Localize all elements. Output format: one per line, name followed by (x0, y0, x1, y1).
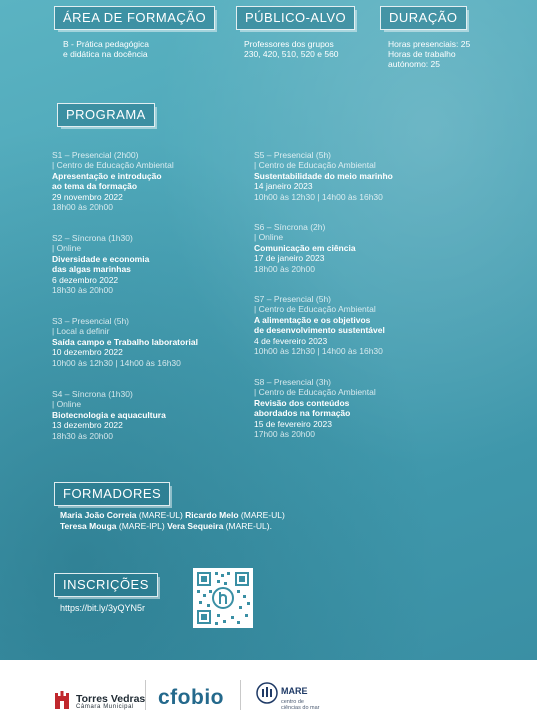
publico-alvo-header: PÚBLICO-ALVO (236, 6, 355, 30)
duracao-header: DURAÇÃO (380, 6, 467, 30)
trainer-institution: (MARE-IPL) (116, 521, 168, 531)
session-s7: S7 – Presencial (5h) | Centro de Educação Ambiental A alimentação e os objetivos de desenvolvimento sustentável 4 de fevereiro 2023 10h00 às 12h30 | 14h00 às 16h30 (254, 294, 385, 357)
publico-alvo-text: Professores dos grupos 230, 420, 510, 520 e 560 (244, 39, 339, 59)
programa-header: PROGRAMA (57, 103, 155, 127)
trainer-name: Vera Sequeira (167, 521, 224, 531)
session-s8: S8 – Presencial (3h) | Centro de Educação Ambiental Revisão dos conteúdos abordados na formação 15 de fevereiro 2023 17h00 às 20h00 (254, 377, 376, 440)
footer-divider (240, 680, 241, 710)
session-s4: S4 – Síncrona (1h30) | Online Biotecnologia e aquacultura 13 dezembro 2022 18h30 às 20h00 (52, 389, 166, 441)
mare-logo-name: MARE (281, 686, 308, 696)
session-s6: S6 – Síncrona (2h) | Online Comunicação em ciência 17 de janeiro 2023 18h00 às 20h00 (254, 222, 356, 274)
cfobio-logo: cfobio (158, 686, 224, 709)
mare-logo-icon (256, 682, 278, 704)
area-formacao-text: B - Prática pedagógica e didática na docência (63, 39, 149, 59)
trainers-list (60, 510, 285, 532)
footer-divider (145, 680, 146, 710)
trainer-name: Maria João Correia (60, 510, 137, 520)
torres-vedras-logo-subtitle: Câmara Municipal (76, 704, 134, 710)
trainer-name: Teresa Mouga (60, 521, 117, 531)
formadores-header: FORMADORES (54, 482, 170, 506)
session-s5: S5 – Presencial (5h) | Centro de Educação Ambiental Sustentabilidade do meio marinho 14 janeiro 2023 10h00 às 12h30 | 14h00 às 16h30 (254, 150, 393, 202)
qr-code[interactable] (193, 568, 253, 628)
mare-logo-subtitle: centro de ciências do mar (281, 699, 320, 711)
area-formacao-header: ÁREA DE FORMAÇÃO (54, 6, 215, 30)
qr-code-image (193, 568, 253, 628)
torres-vedras-crest-icon (53, 690, 71, 710)
session-s1: S1 – Presencial (2h00) | Centro de Educação Ambiental Apresentação e introdução ao tema da formação 29 novembro 2022 18h00 às 20h00 (52, 150, 174, 213)
inscricoes-header: INSCRIÇÕES (54, 573, 158, 597)
trainer-name: Ricardo Melo (185, 510, 239, 520)
session-s2: S2 – Síncrona (1h30) | Online Diversidade e economia das algas marinhas 6 dezembro 2022 18h30 às 20h00 (52, 233, 150, 296)
trainer-institution: (MARE-UL) (136, 510, 186, 520)
torres-vedras-logo-name: Torres Vedras (76, 693, 146, 705)
trainer-institution: (MARE-UL) (238, 510, 285, 520)
inscricoes-link[interactable]: https://bit.ly/3yQYN5r (60, 603, 146, 613)
duracao-text: Horas presenciais: 25 Horas de trabalho autónomo: 25 (388, 39, 471, 69)
trainer-institution: (MARE-UL). (223, 521, 272, 531)
session-s3: S3 – Presencial (5h) | Local a definir Saída campo e Trabalho laboratorial 10 dezembro 2022 10h00 às 12h30 | 14h00 às 16h30 (52, 316, 198, 368)
